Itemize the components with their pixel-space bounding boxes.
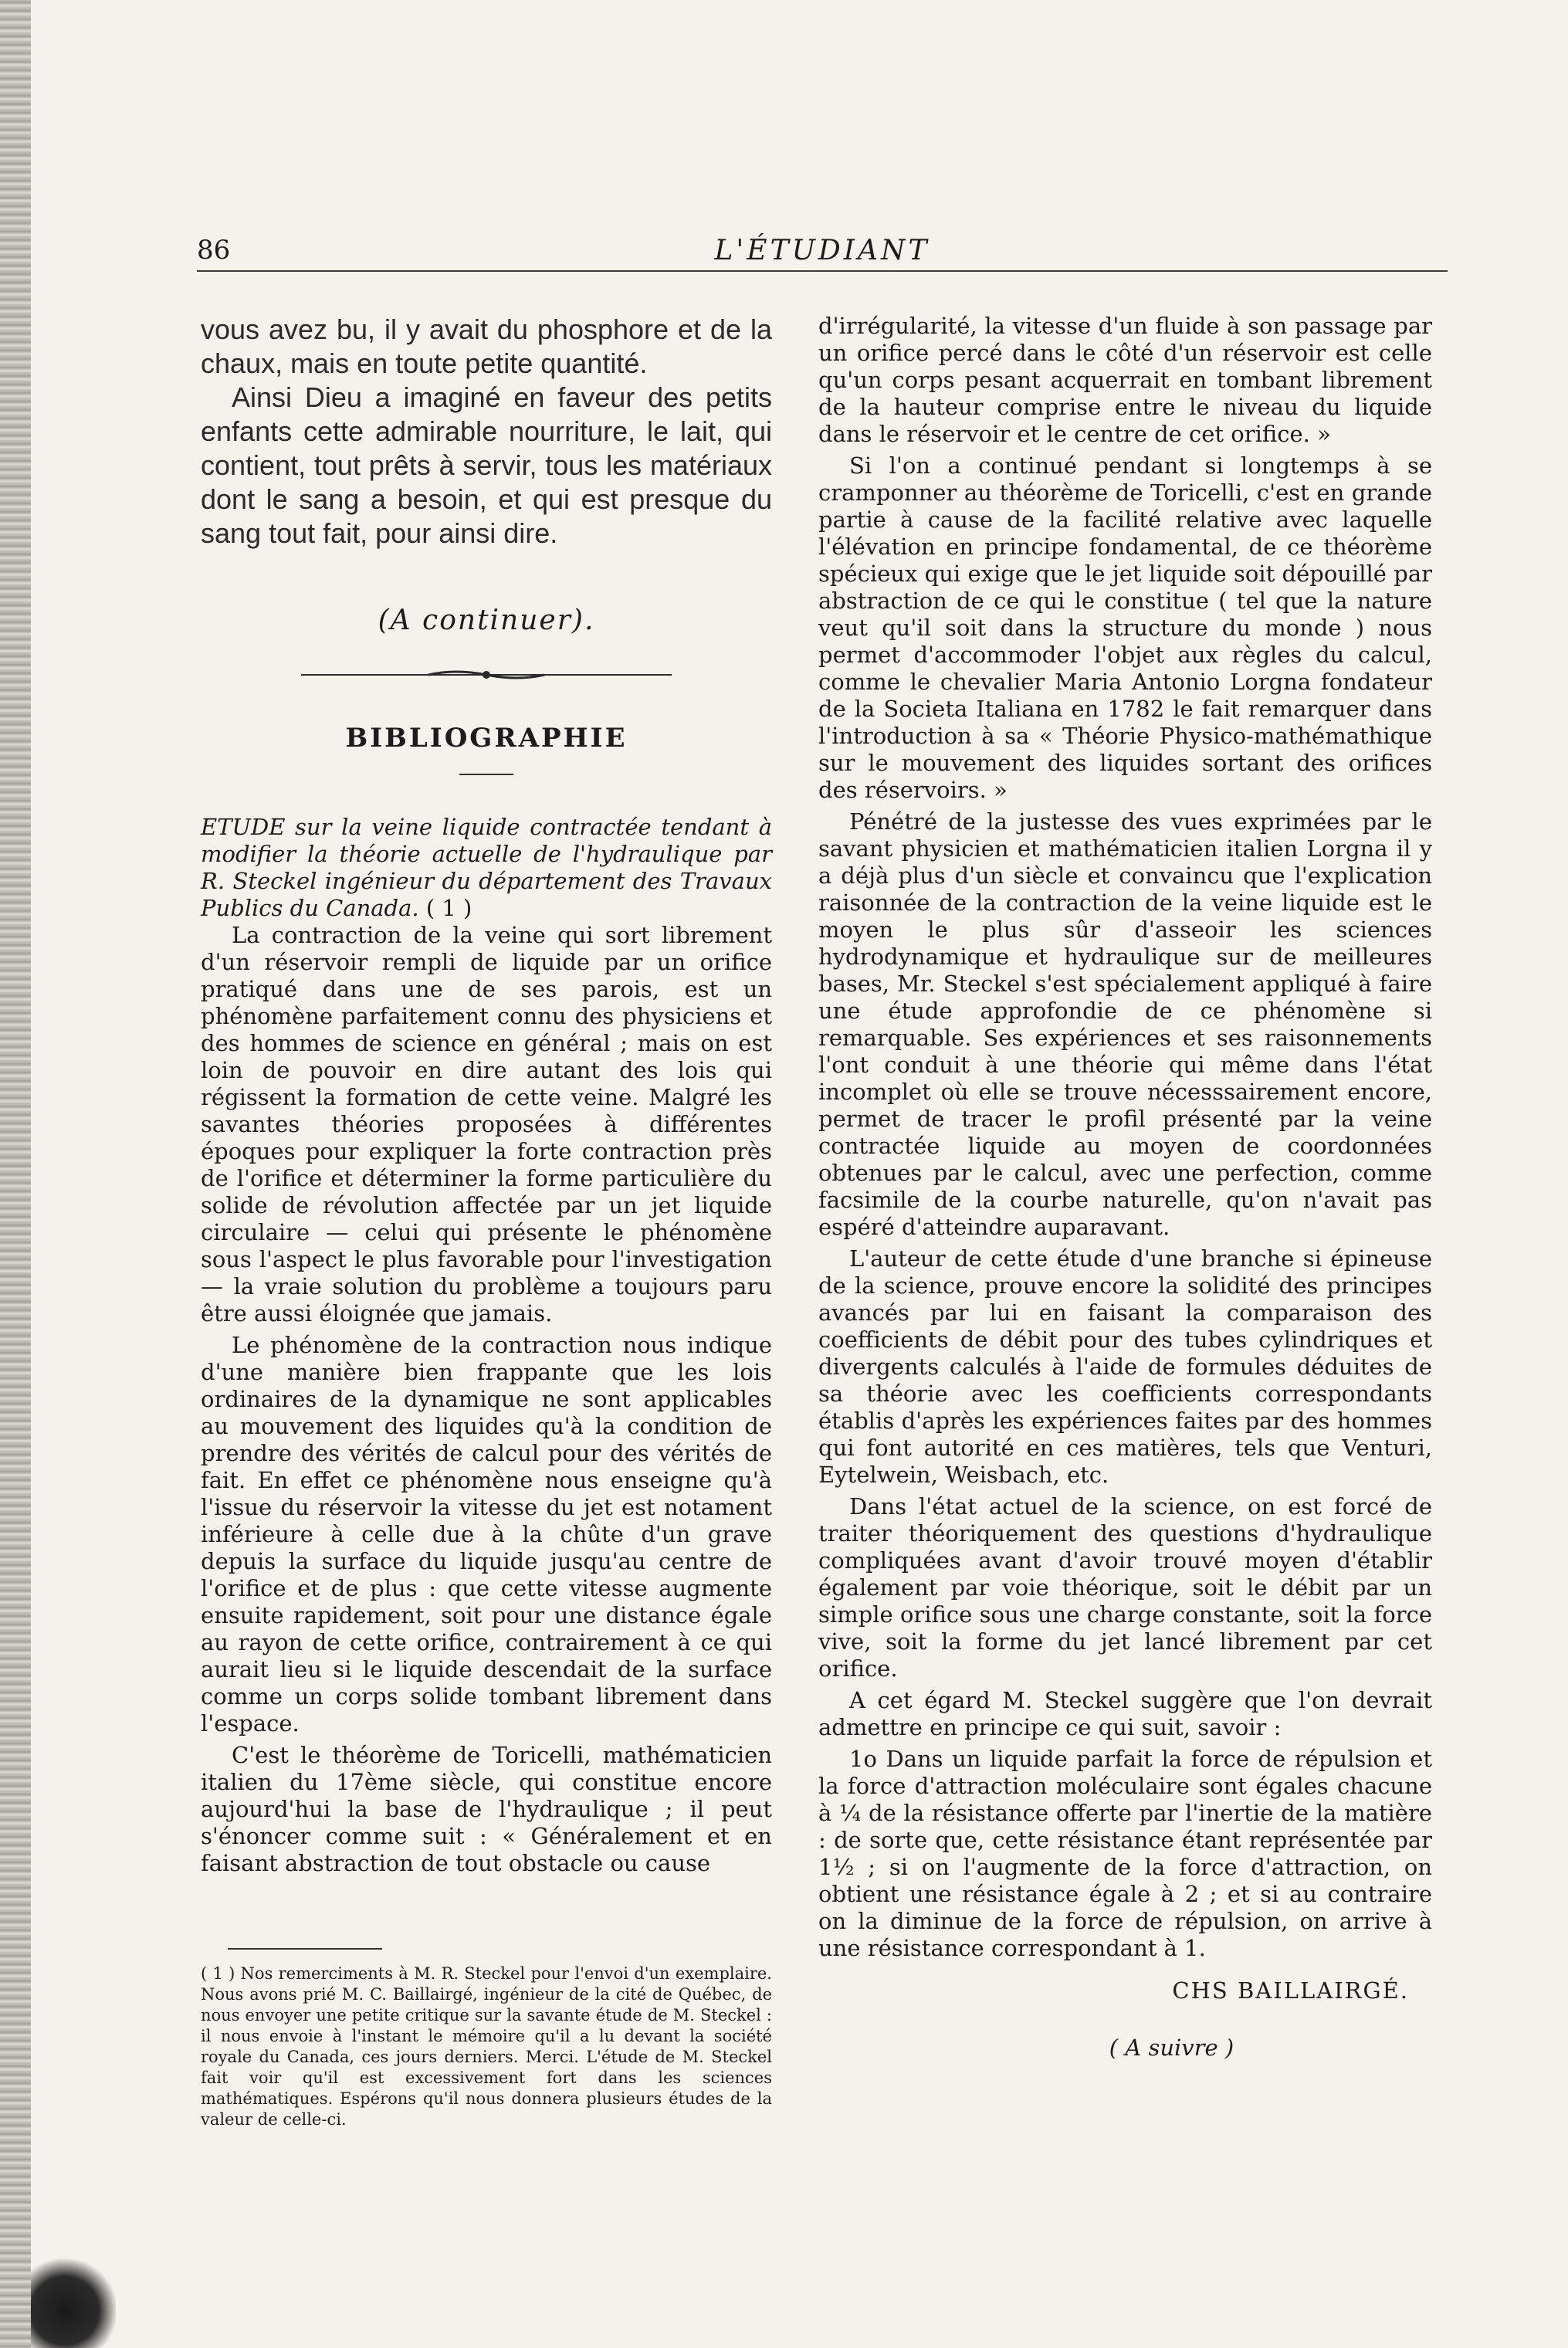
article-heading <box>201 814 772 922</box>
right-column <box>818 313 1432 2061</box>
article-body-left <box>201 922 772 1877</box>
article-paragraph: Le phénomène de la contraction nous indique d'une manière bien frappante que les lois ordinaires de la dynamique ne sont applicables au mouvement des liquides qu'à la condition de prendre des vérités de calcul pour des vérités de fait. En effet ce phénomène nous enseigne qu'à l'issue du réservoir la vitesse du jet est notament inférieure à celle due à la chûte d'un grave depuis la surface du liquide jusqu'au centre de l'orifice et de plus : que cette vitesse augmente ensuite rapidement, soit pour une distance égale au rayon de cette orifice, contrairement à ce qui aurait lieu si le liquide descendait de la surface comme un corps solide tombant librement dans l'espace. <box>201 1332 772 1736</box>
footnote-reference: ( 1 ) <box>425 895 472 921</box>
article-paragraph: 1o Dans un liquide parfait la force de répulsion et la force d'attraction moléculaire sont égales chacune à ¼ de la résistance offerte par l'inertie de la matière : de sorte que, cette résistance étant représentée par 1½ ; si on l'augmente de la force d'attraction, on obtient une résistance égale à 2 ; et si au contraire on la diminue de la force de répulsion, on arrive à une résistance correspondant à 1. <box>818 1746 1432 1961</box>
article-paragraph: d'irrégularité, la vitesse d'un fluide à son passage par un orifice percé dans le côté d'un réservoir est celle qu'un corps pesant acquerrait en tombant librement de la hauteur comprise entre le niveau du liquide dans le réservoir et le centre de cet orifice. » <box>818 313 1432 447</box>
article-paragraph: L'auteur de cette étude d'une branche si épineuse de la science, prouve encore la solidité des principes avancés par lui en faisant la comparaison des coefficients de débit pour des tubes cylindriques et divergents calculés à l'aide de formules déduites de sa théorie avec les coefficients correspondants établis d'après les expériences faites par des hommes qui font autorité en ces matières, tels que Venturi, Eytelwein, Weisbach, etc. <box>818 1245 1432 1488</box>
continuation-note: (A continuer). <box>378 605 595 636</box>
page-number: 86 <box>197 235 231 266</box>
section-rule <box>459 774 513 775</box>
page-header <box>197 235 1448 272</box>
page-binding-edge <box>0 0 31 2348</box>
article-paragraph: Dans l'état actuel de la science, on est forcé de traiter théoriquement des questions d'hydraulique compliquées avant d'avoir trouvé moyen d'établir également par voie théorique, soit le débit par un simple orifice sous une charge constante, soit la force vive, soit la forme du jet lancé librement par cet orifice. <box>818 1493 1432 1682</box>
article-paragraph: C'est le théorème de Toricelli, mathématicien italien du 17ème siècle, qui constitue encore aujourd'hui la base de l'hydraulique ; il peut s'énoncer comme suit : « Généralement et en faisant abstraction de tout obstacle ou cause <box>201 1742 772 1876</box>
article-body-right <box>818 313 1432 1962</box>
article-paragraph: A cet égard M. Steckel suggère que l'on devrait admettre en principe ce qui suit, savoir : <box>818 1687 1432 1740</box>
article-paragraph: La contraction de la veine qui sort librement d'un réservoir rempli de liquide par un orifice pratiqué dans une de ses parois, est un phénomène parfaitement connu des physiciens et des hommes de science en général ; mais on est loin de pouvoir en dire autant des lois qui régissent la formation de cette veine. Malgré les savantes théories proposées à différentes époques pour expliquer la forte contraction près de l'orifice et déterminer la forme particulière du solide de révolution affectée par un jet liquide circulaire — celui qui présente le phénomène sous l'aspect le plus favorable pour l'investigation — la vraie solution du problème a toujours paru être aussi éloignée que jamais. <box>201 922 772 1326</box>
running-title: L'ÉTUDIANT <box>714 235 930 266</box>
article-heading-text: ETUDE sur la veine liquide contractée tendant à modifier la théorie actuelle de l'hydraulique par R. Steckel ingénieur du département des Travaux Publics du Canada. <box>201 814 772 921</box>
article-paragraph: Si l'on a continué pendant si longtemps à se cramponner au théorème de Toricelli, c'est en grande partie à cause de la facilité relative avec laquelle l'élévation en principe fondamental, de ce théorème spécieux qui exige que le jet liquide soit dépouillé par abstraction de ce qui le constitue ( tel que la nature veut qu'il soit dans la structure du monde ) nous permet d'accommoder l'objet aux règles du calcul, comme le chevalier Maria Antonio Lorgna fondateur de la Societa Italiana en 1782 le fait remarquer dans l'introduction à sa « Théorie Physico-mathémathique sur le mouvement des liquides sortant des orifices des réservoirs. » <box>818 452 1432 803</box>
footnote: ( 1 ) Nos remerciments à M. R. Steckel pour l'envoi d'un exemplaire. Nous avons prié M. C. Baillairgé, ingénieur de la cité de Québec, de nous envoyer une petite critique sur la savante étude de M. Steckel : il nous envoie à l'instant le mémoire qu'il a lu devant la société royale du Canada, ces jours derniers. Merci. L'étude de M. Steckel fait voir qu'il est excessivement fort dans les sciences mathématiques. Espérons qu'il nous donnera plusieurs études de la valeur de celle-ci. <box>201 1964 772 2129</box>
lead-paragraph: Ainsi Dieu a imaginé en faveur des petits enfants cette admirable nourriture, le lait, qui contient, tout prêts à servir, tous les matériaux dont le sang a besoin, et qui est presque du sang tout fait, pour ainsi dire. <box>201 381 772 549</box>
continuation-note: ( A suivre ) <box>1109 2035 1234 2061</box>
lead-text <box>201 313 772 551</box>
article-paragraph: Pénétré de la justesse des vues exprimées par le savant physicien et mathématicien italien Lorgna il y a déjà plus d'un siècle et convaincu que l'explication raisonnée de la contraction de la veine liquide est le moyen le plus sûr d'asseoir les sciences hydrodynamique et hydraulique sur de meilleures bases, Mr. Steckel s'est spécialement appliqué à faire une étude approfondie de ce phénomène si remarquable. Ses expériences et ses raisonnements l'ont conduit à une théorie qui même dans l'état incomplet où elle se trouve nécesssairement encore, permet de tracer le profil présenté par la veine contractée liquide au moyen de coordonnées obtenues par le calcul, avec une perfection, comme facsimile de la courbe naturelle, qu'on n'avait pas espéré d'atteindre auparavant. <box>818 808 1432 1240</box>
author-signature: CHS BAILLAIRGÉ. <box>1172 1977 1409 2004</box>
corner-stain <box>31 2255 116 2348</box>
lead-paragraph: vous avez bu, il y avait du phosphore et de la chaux, mais en toute petite quantité. <box>201 313 772 379</box>
section-title: BIBLIOGRAPHIE <box>345 723 628 754</box>
left-column <box>201 313 772 2130</box>
ornamental-divider <box>301 669 672 681</box>
footnote-rule <box>228 1948 382 1950</box>
